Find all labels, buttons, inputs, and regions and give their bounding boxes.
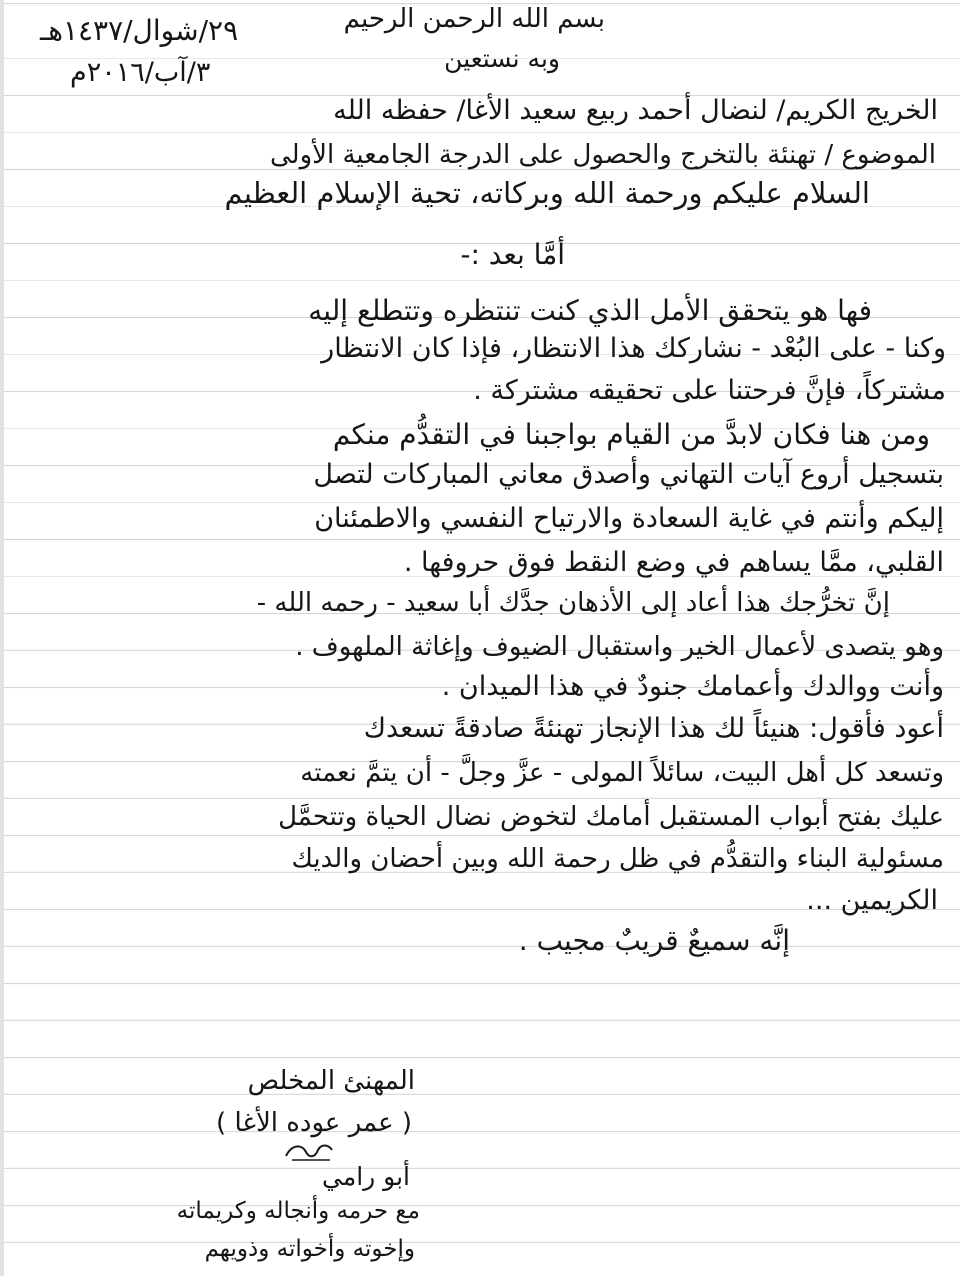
body-line: مسئولية البناء والتقدُّم في ظل رحمة الله وبين أحضان والديك: [291, 844, 944, 874]
body-line: وهو يتصدى لأعمال الخير واستقبال الضيوف وإغاثة الملهوف .: [295, 632, 944, 662]
body-line: بتسجيل أروع آيات التهاني وأصدق معاني المباركات لتصل: [313, 459, 944, 490]
signoff: المهنئ المخلص: [247, 1066, 415, 1096]
body-line: وأنت ووالدك وأعمامك جنودٌ في هذا الميدان .: [441, 671, 944, 702]
body-line: وكنا - على البُعْد - نشاركك هذا الانتظار، فإذا كان الانتظار: [321, 333, 946, 364]
sender-name: ( عمر عوده الأغا ): [216, 1108, 412, 1138]
body-line: إليكم وأنتم في غاية السعادة والارتياح النفسي والاطمئنان: [314, 503, 944, 534]
closing-prayer: إنَّه سميعٌ قريبٌ مجيب .: [518, 924, 790, 957]
body-line: وتسعد كل أهل البيت، سائلاً المولى - عزَّ وجلَّ - أن يتمَّ نعمته: [300, 758, 944, 788]
opening-line: أمَّا بعد :-: [460, 238, 565, 271]
date-hijri: ٢٩/شوال/١٤٣٧هـ: [40, 14, 239, 47]
date-gregorian: ٣/آب/٢٠١٦م: [70, 57, 211, 88]
body-line: القلبي، ممَّا يساهم في وضع النقط فوق حروفها .: [403, 547, 944, 578]
body-line: ومن هنا فكان لابدَّ من القيام بواجبنا في التقدُّم منكم: [332, 418, 930, 451]
sender-kunya: أبو رامي: [321, 1162, 410, 1191]
body-line: الكريمين ...: [806, 885, 938, 916]
body-line: مشتركاً، فإنَّ فرحتنا على تحقيقه مشتركة .: [473, 375, 946, 406]
body-line: أعود فأقول: هنيئاً لك هذا الإنجاز تهنئةً صادقةً تسعدك: [363, 713, 944, 744]
basmala: بسم الله الرحمن الرحيم: [343, 4, 605, 34]
basmala-sub: وبه نستعين: [444, 44, 560, 73]
body-line: فها هو يتحقق الأمل الذي كنت تنتظره وتتطلع إليه: [308, 294, 872, 327]
body-line: إنَّ تخرُّجك هذا أعاد إلى الأذهان جدَّك أبا سعيد - رحمه الله -: [256, 588, 890, 618]
footer-line: وإخوته وأخواته وذويهم: [204, 1236, 415, 1262]
paper-edge: [0, 0, 4, 1276]
footer-line: مع حرمه وأنجاله وكريماته: [176, 1198, 420, 1224]
recipient-line: الخريج الكريم/ لنضال أحمد ربيع سعيد الأغا/ حفظه الله: [333, 95, 938, 126]
body-line: عليك بفتح أبواب المستقبل أمامك لتخوض نضال الحياة وتتحمَّل: [278, 802, 944, 832]
greeting-line: السلام عليكم ورحمة الله وبركاته، تحية الإسلام العظيم: [224, 176, 870, 210]
subject-line: الموضوع / تهنئة بالتخرج والحصول على الدرجة الجامعية الأولى: [269, 140, 936, 170]
